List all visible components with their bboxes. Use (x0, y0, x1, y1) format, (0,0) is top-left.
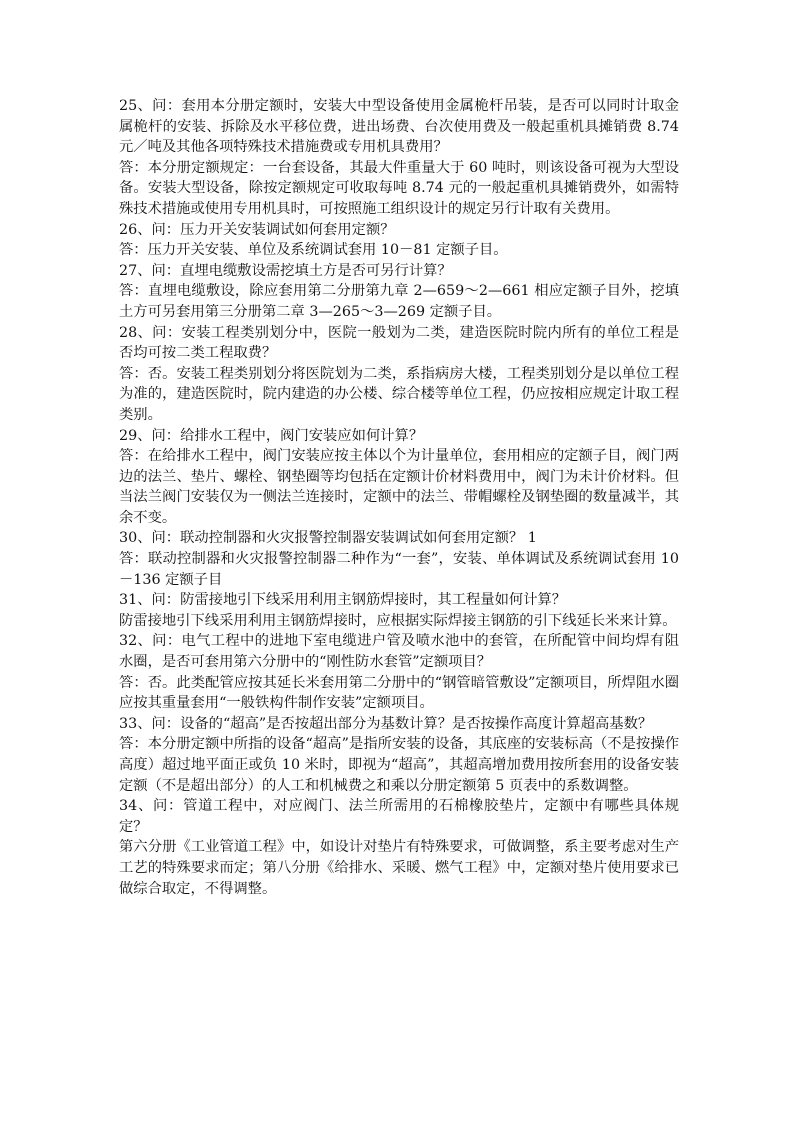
answer-27: 答：直埋电缆敷设，除应套用第二分册第九章 2—659～2—661 相应定额子目外，挖填土方可另套用第三分册第二章 3—265～3—269 定额子目。 (119, 283, 679, 320)
answer-34: 第六分册《工业管道工程》中，如设计对垫片有特殊要求，可做调整，系主要考虑对生产工艺的特殊要求而定；第八分册《给排水、采暖、燃气工程》中，定额对垫片使用要求已做综合取定，不得调整。 (119, 839, 679, 897)
question-32: 32、问：电气工程中的进地下室电缆进户管及喷水池中的套管，在所配管中间均焊有阻水圈，是否可套用第六分册中的“刚性防水套管”定额项目？ (119, 633, 679, 671)
question-27: 27、问：直埋电缆敷设需挖填土方是否可另行计算？ (119, 262, 452, 279)
answer-26: 答：压力开关安装、单位及系统调试套用 10－81 定额子目。 (119, 242, 508, 259)
question-26: 26、问：压力开关安装调试如何套用定额？ (119, 221, 395, 238)
question-33: 33、问：设备的“超高”是否按超出部分为基数计算？是否按操作高度计算超高基数？ (119, 715, 653, 732)
answer-33: 答：本分册定额中所指的设备“超高”是指所安装的设备，其底座的安装标高（不是按操作高度）超过地平面正或负 10 米时，即视为“超高”，其超高增加费用按所套用的设备安装定额（不是超出部分）的人工和机械费之和乘以分册定额第 5 页表中的系数调整。 (119, 736, 679, 794)
document-body (119, 96, 679, 899)
question-31: 31、问：防雷接地引下线采用利用主钢筋焊接时，其工程量如何计算？ (119, 592, 567, 609)
answer-25: 答：本分册定额规定：一台套设备，其最大件重量大于 60 吨时，则该设备可视为大型设备。安装大型设备，除按定额规定可收取每吨 8.74 元的一般起重机具摊销费外，如需特殊技术措施或使用专用机具时，可按照施工组织设计的规定另行计取有关费用。 (119, 159, 679, 217)
question-30: 30、问：联动控制器和火灾报警控制器安装调试如何套用定额？ 1 (119, 530, 537, 547)
question-25: 25、问：套用本分册定额时，安装大中型设备使用金属桅杆吊装，是否可以同时计取金属桅杆的安装、拆除及水平移位费，进出场费、台次使用费及一般起重机具摊销费 8.74 元／吨及其他各项特殊技术措施费或专用机具费用？ (119, 98, 679, 156)
answer-31: 防雷接地引下线采用利用主钢筋焊接时，应根据实际焊接主钢筋的引下线延长米来计算。 (119, 612, 677, 629)
answer-32: 答：否。此类配管应按其延长米套用第二分册中的“钢管暗管敷设”定额项目，所焊阻水圈应按其重量套用“一般铁构件制作安装”定额项目。 (119, 674, 679, 712)
answer-30: 答：联动控制器和火灾报警控制器二种作为“一套”，安装、单体调试及系统调试套用 10－136 定额子目 (119, 551, 679, 588)
question-28: 28、问：安装工程类别划分中，医院一般划为二类，建造医院时院内所有的单位工程是否均可按二类工程取费？ (119, 324, 679, 362)
question-29: 29、问：给排水工程中，阀门安装应如何计算？ (119, 427, 424, 444)
question-34: 34、问：管道工程中，对应阀门、法兰所需用的石棉橡胶垫片，定额中有哪些具体规定？ (119, 798, 679, 835)
answer-28: 答：否。安装工程类别划分将医院划为二类，系指病房大楼，工程类别划分是以单位工程为准的，建造医院时，院内建造的办公楼、综合楼等单位工程，仍应按相应规定计取工程类别。 (119, 365, 679, 423)
answer-29: 答：在给排水工程中，阀门安装应按主体以个为计量单位，套用相应的定额子目，阀门两边的法兰、垫片、螺栓、钢垫圈等均包括在定额计价材料费用中，阀门为未计价材料。但当法兰阀门安装仅为一侧法兰连接时，定额中的法兰、带帽螺栓及钢垫圈的数量减半，其余不变。 (119, 448, 679, 526)
